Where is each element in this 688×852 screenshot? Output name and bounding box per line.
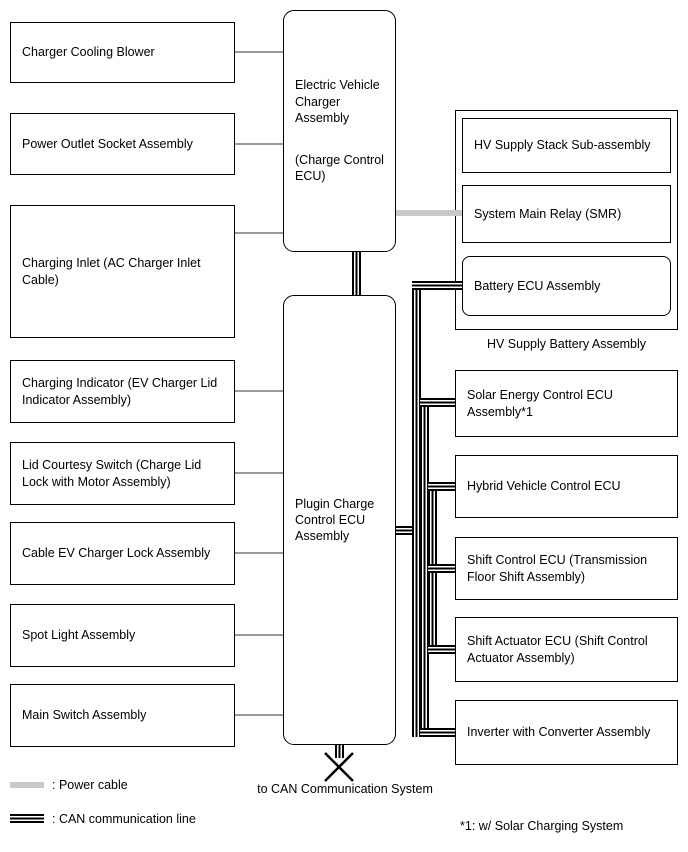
block-plugin-charge-control-ecu [283,295,396,745]
can-continuation-cross-icon [317,752,361,782]
block-lid-courtesy-switch [10,442,235,505]
can-branch-battery-ecu [412,281,463,290]
block-charging-inlet [10,205,235,338]
wire-lid-courtesy-switch [234,472,284,474]
block-label: HV Supply Stack Sub-assembly [474,138,651,153]
block-label: Power Outlet Socket Assembly [22,136,193,151]
block-battery-ecu [462,256,671,316]
block-label: Shift Control ECU (Transmission Floor Shift Assembly) [467,553,648,584]
footnote: *1: w/ Solar Charging System [460,819,624,833]
block-system-main-relay [462,185,671,243]
legend-can-line-swatch [10,814,44,823]
legend-power-cable-label: : Power cable [52,778,128,792]
block-label: Solar Energy Control ECU Assembly*1 [467,388,613,419]
wire-charging-indicator [234,390,284,392]
block-power-outlet-socket [10,113,235,175]
legend-power-cable-swatch [10,782,44,788]
block-hybrid-vehicle-control-ecu [455,455,678,518]
legend-can-line-label: : CAN communication line [52,812,196,826]
block-cable-ev-charger-lock [10,522,235,585]
block-label: Cable EV Charger Lock Assembly [22,546,211,561]
block-main-switch [10,684,235,747]
block-label [295,77,384,184]
hv-battery-group-caption: HV Supply Battery Assembly [486,337,647,351]
can-line-charger-to-plugin [352,250,361,297]
ev-charger-title: Electric Vehicle Charger Assembly [295,78,380,125]
block-label: Main Switch Assembly [22,708,147,723]
can-destination-label: to CAN Communication System [257,782,433,796]
block-label: Shift Actuator ECU (Shift Control Actuator Assembly) [467,634,648,665]
block-inverter-with-converter [455,700,678,765]
power-cable-line [394,210,463,216]
wire-main-switch [234,714,284,716]
block-label: Spot Light Assembly [22,628,136,643]
wire-cable-lock [234,552,284,554]
wire-spot-light [234,634,284,636]
block-label: Hybrid Vehicle Control ECU [467,479,621,494]
ev-charger-subtitle: (Charge Control ECU) [295,153,384,184]
block-ev-charger-assembly [283,10,396,252]
block-charging-indicator [10,360,235,423]
block-charger-cooling-blower [10,22,235,83]
block-shift-control-ecu [455,537,678,600]
block-label: Lid Courtesy Switch (Charge Lid Lock with Motor Assembly) [22,458,202,489]
block-label: Charging Inlet (AC Charger Inlet Cable) [22,256,201,287]
block-label: Battery ECU Assembly [474,278,601,293]
spacer [295,126,384,152]
wire-charging-inlet [234,232,284,234]
block-label: System Main Relay (SMR) [474,206,622,221]
wire-power-outlet [234,143,284,145]
block-hv-supply-stack [462,118,671,173]
block-label: Charging Indicator (EV Charger Lid Indicator Assembly) [22,376,218,407]
block-label: Inverter with Converter Assembly [467,725,651,740]
block-spot-light [10,604,235,667]
wire-cooling-blower [234,51,284,53]
block-label: Charger Cooling Blower [22,45,155,60]
block-shift-actuator-ecu [455,617,678,682]
block-label: Plugin Charge Control ECU Assembly [295,496,375,544]
block-solar-energy-control-ecu [455,370,678,437]
